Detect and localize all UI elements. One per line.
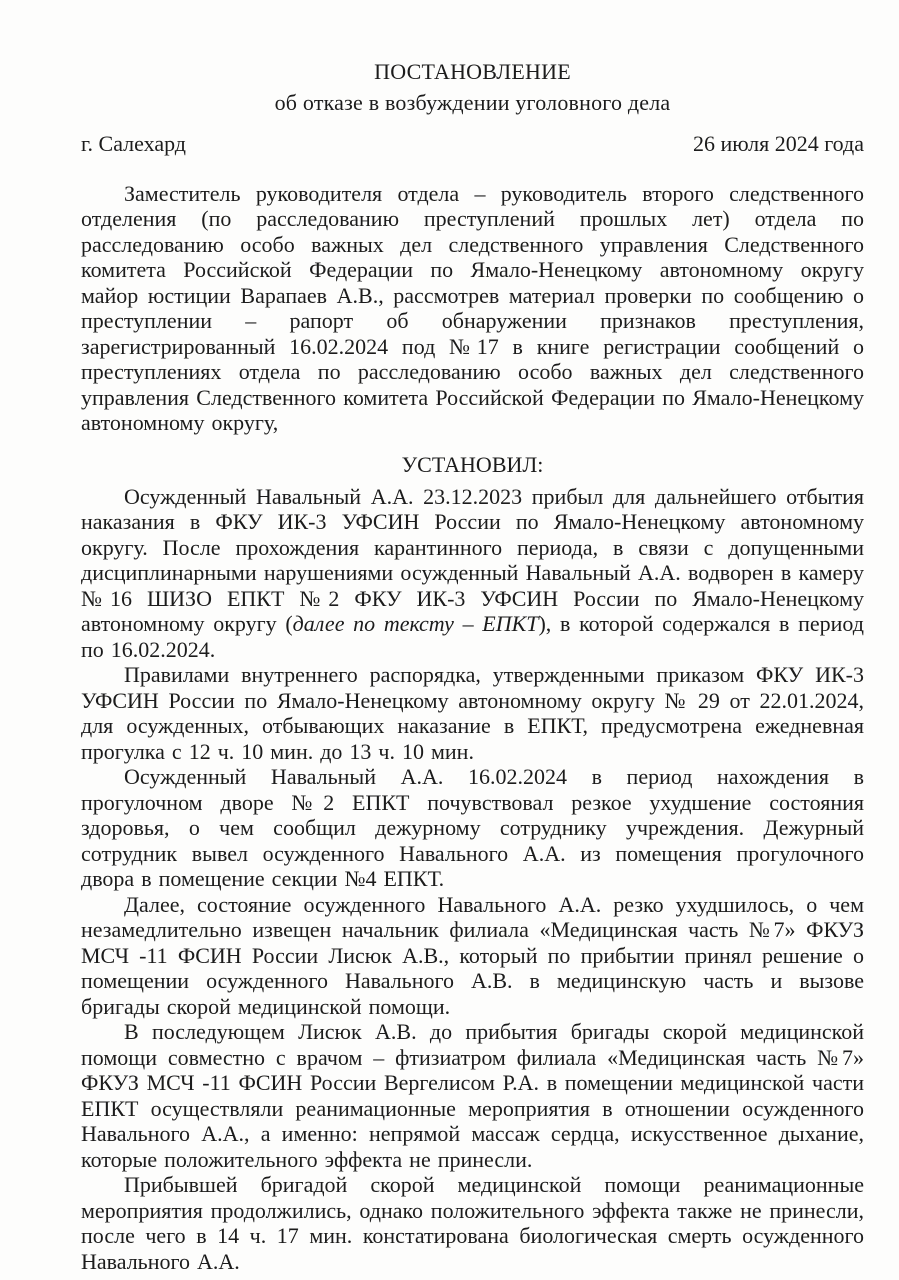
paragraph-run: В последующем Лисюк А.В. до прибытия бригады скорой медицинской помощи совместно с врачом – фтизиатром филиала «Медицинская часть №7» ФКУЗ МСЧ -11 ФСИН России Вергелисом Р.А. в помещении медицинской части ЕПКТ осуществляли реанимационные мероприятия в отношении осужденного Навального А.А., а именно: непрямой массаж сердца, искусственное дыхание, которые положительного эффекта не принесли.	[81, 1019, 864, 1172]
paragraph-run: Осужденный Навальный А.А. 23.12.2023 прибыл для дальнейшего отбытия наказания в ФКУ ИК-3 УФСИН России по Ямало-Ненецкому автономному округу. После прохождения карантинного периода, в связи с допущенными дисциплинарными нарушениями осужденный Навальный А.А. водворен в камеру №16 ШИЗО ЕПКТ №2 ФКУ ИК-3 УФСИН России по Ямало-Ненецкому автономному округу (	[81, 483, 864, 636]
established-section	[81, 484, 864, 1275]
paragraph	[81, 484, 864, 663]
preamble-section	[81, 181, 864, 436]
document-title: ПОСТАНОВЛЕНИЕ	[374, 59, 571, 84]
paragraph-run: ), в которой содержался в период по 16.02.2024.	[81, 611, 864, 662]
paragraph-run-italic: далее по тексту – ЕПКТ	[292, 611, 539, 636]
date-label: 26 июля 2024 года	[692, 131, 864, 156]
paragraph	[81, 764, 864, 892]
paragraph-run: Осужденный Навальный А.А. 16.02.2024 в период нахождения в прогулочном дворе №2 ЕПКТ почувствовал резкое ухудшение состояния здоровья, о чем сообщил дежурному сотруднику учреждения. Дежурный сотрудник вывел осужденного Навального А.А. из помещения прогулочного двора в помещение секции №4 ЕПКТ.	[81, 764, 864, 891]
paragraph-run: Далее, состояние осужденного Навального А.А. резко ухудшилось, о чем незамедлительно извещен начальник филиала «Медицинская часть №7» ФКУЗ МСЧ -11 ФСИН России Лисюк А.В., который по прибытии принял решение о помещении осужденного Навального А.В. в медицинскую часть и вызове бригады скорой медицинской помощи.	[81, 891, 864, 1019]
dateline	[81, 131, 864, 157]
paragraph	[81, 1019, 864, 1172]
title-block	[81, 56, 864, 118]
document-subtitle: об отказе в возбуждении уголовного дела	[274, 90, 671, 115]
paragraph-run: Прибывшей бригадой скорой медицинской помощи реанимационные мероприятия продолжились, однако положительного эффекта также не принесли, после чего в 14 ч. 17 мин. констатирована биологическая смерть осужденного Навального А.А.	[81, 1172, 864, 1274]
place-label: г. Салехард	[81, 131, 187, 156]
section-heading: УСТАНОВИЛ:	[401, 451, 544, 477]
paragraph	[81, 892, 864, 1020]
paragraph-run: Заместитель руководителя отдела – руководитель второго следственного отделения (по расследованию преступлений прошлых лет) отдела по расследованию особо важных дел следственного управления Следственного комитета Российской Федерации по Ямало-Ненецкому автономному округу майор юстиции Варапаев А.В., рассмотрев материал проверки по сообщению о преступлении – рапорт об обнаружении признаков преступления, зарегистрированный 16.02.2024 под №17 в книге регистрации сообщений о преступлениях отдела по расследованию особо важных дел следственного управления Следственного комитета Российской Федерации по Ямало-Ненецкому автономному округу,	[81, 180, 864, 435]
paragraph	[81, 662, 864, 764]
paragraph	[81, 1172, 864, 1274]
paragraph-run: Правилами внутреннего распорядка, утвержденными приказом ФКУ ИК-3 УФСИН России по Ямало-Ненецкому автономному округу № 29 от 22.01.2024, для осужденных, отбывающих наказание в ЕПКТ, предусмотрена ежедневная прогулка с 12 ч. 10 мин. до 13 ч. 10 мин.	[81, 662, 864, 764]
paragraph	[81, 181, 864, 436]
